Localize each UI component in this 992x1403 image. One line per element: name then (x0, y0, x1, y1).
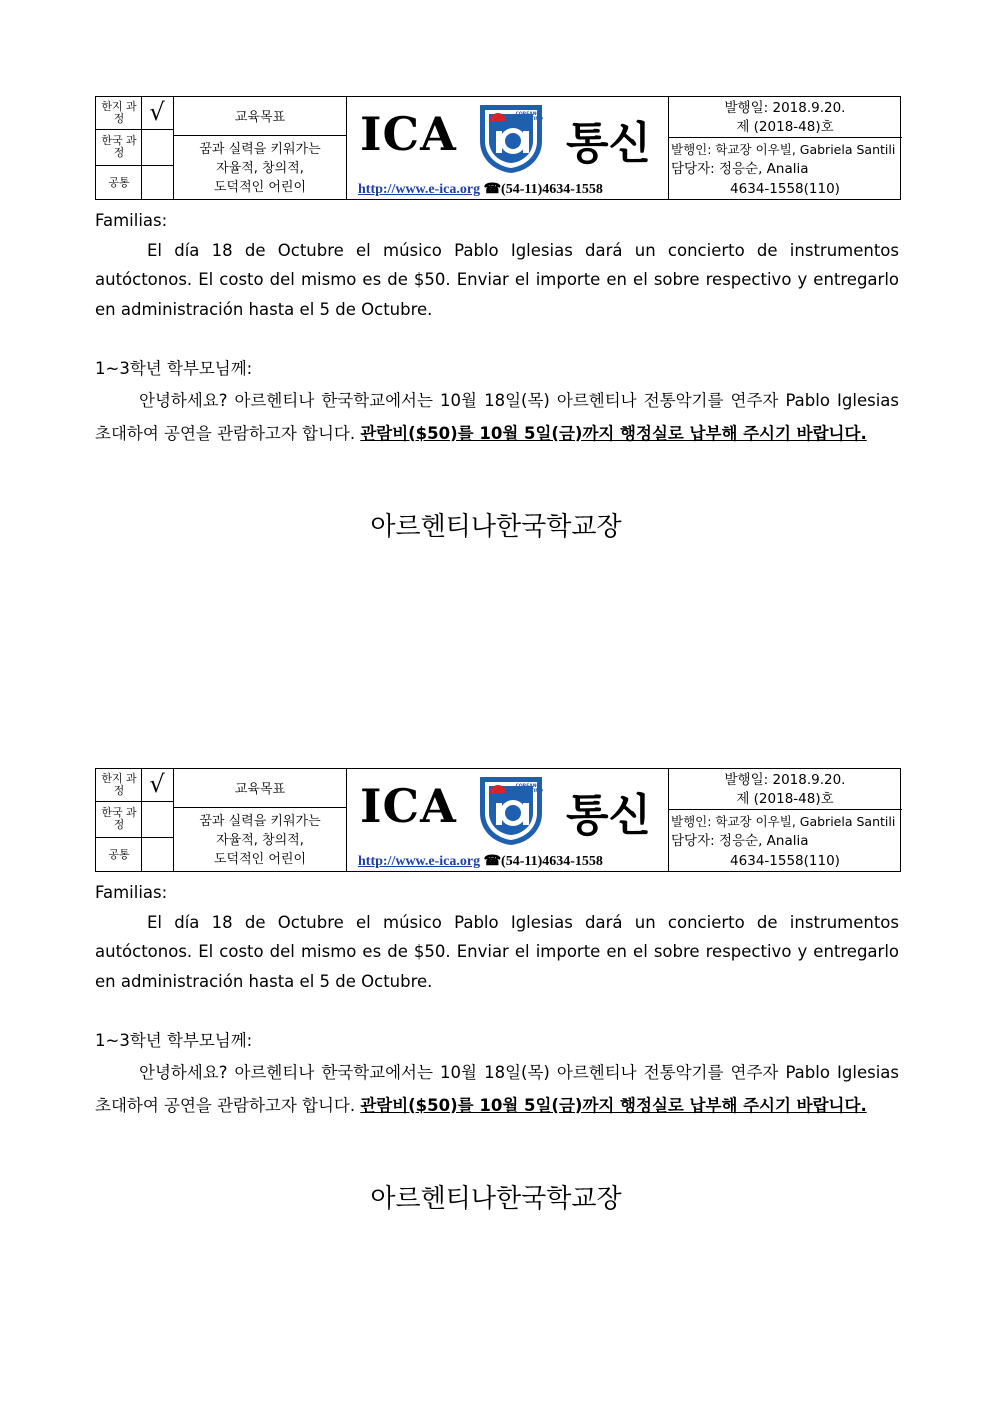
goal-line-2: 자율적, 창의적, (216, 833, 304, 848)
issue-number: 제 (2018-48)호 (736, 791, 834, 807)
logo-caption: INSTITUTO COREANO ARGENTINO (513, 107, 543, 122)
message-kr (95, 1056, 899, 1122)
notice-bottom (0, 768, 992, 1238)
check-mark: √ (149, 98, 165, 126)
check-mark: √ (149, 770, 165, 798)
contact-person: 담당자: 정응순, Analia (671, 833, 809, 849)
signature: 아르헨티나한국학교장 (370, 1184, 622, 1214)
greeting-es: Familias: (95, 883, 168, 902)
notice-top (0, 96, 992, 566)
website-link[interactable]: http://www.e-ica.org (358, 854, 481, 869)
header-table (95, 96, 901, 200)
contact-person: 담당자: 정응순, Analia (671, 161, 809, 177)
contact-line (358, 181, 668, 198)
notice-body-es (95, 878, 899, 996)
issue-number: 제 (2018-48)호 (736, 119, 834, 135)
course-common-label: 공통 (108, 176, 130, 189)
course-korean-label: 한국 과정 (101, 134, 137, 159)
message-es: El día 18 de Octubre el músico Pablo Iglesias dará un concierto de instrumentos autóctonos. El costo del mismo es de $50. Enviar el importe en el sobre respectivo y entregarlo en administración hasta el 5 de Octubre. (95, 912, 899, 991)
greeting-es: Familias: (95, 211, 168, 230)
message-es: El día 18 de Octubre el músico Pablo Iglesias dará un concierto de instrumentos autóctonos. El costo del mismo es de $50. Enviar el importe en el sobre respectivo y entregarlo en administración hasta el 5 de Octubre. (95, 240, 899, 319)
course-korean-label: 한국 과정 (101, 806, 137, 831)
publisher: 발행인: 학교장 이우빌, Gabriela Santili (671, 142, 896, 157)
contact-phone: 4634-1558(110) (730, 853, 840, 869)
greeting-kr: 1~3학년 학부모님께: (95, 1031, 253, 1050)
goal-line-3: 도덕적인 어린이 (213, 180, 307, 195)
course-common-label: 공통 (108, 848, 130, 861)
contact-line (358, 853, 668, 870)
contact-phone: 4634-1558(110) (730, 181, 840, 197)
goal-line-1: 꿈과 실력을 키워가는 (199, 814, 321, 829)
notice-body-kr (95, 1026, 899, 1122)
publisher: 발행인: 학교장 이우빌, Gabriela Santili (671, 814, 896, 829)
brand-ica: ICA (360, 107, 457, 161)
goal-title: 교육목표 (234, 110, 286, 125)
issue-date: 발행일: 2018.9.20. (724, 772, 846, 788)
notice-body-kr (95, 354, 899, 450)
message-kr-text: 안녕하세요? 아르헨티나 한국학교에서는 10월 18일(목) 아르헨티나 전통악기를 연주자 Pablo Iglesias 초대하여 공연을 관람하고자 합니다. (95, 1062, 899, 1115)
header-table (95, 768, 901, 872)
brand-tongsin: 통신 (566, 118, 652, 169)
signature: 아르헨티나한국학교장 (370, 512, 622, 542)
notice-body-es (95, 206, 899, 324)
goal-line-1: 꿈과 실력을 키워가는 (199, 142, 321, 157)
goal-line-2: 자율적, 창의적, (216, 161, 304, 176)
brand-ica: ICA (360, 779, 457, 833)
website-link[interactable]: http://www.e-ica.org (358, 182, 481, 197)
ica-logo (474, 101, 548, 175)
goal-line-3: 도덕적인 어린이 (213, 852, 307, 867)
message-kr-text: 안녕하세요? 아르헨티나 한국학교에서는 10월 18일(목) 아르헨티나 전통악기를 연주자 Pablo Iglesias 초대하여 공연을 관람하고자 합니다. (95, 390, 899, 443)
logo-caption: INSTITUTO COREANO ARGENTINO (513, 779, 543, 794)
phone-number: ☎(54-11)4634-1558 (483, 854, 603, 869)
issue-date: 발행일: 2018.9.20. (724, 100, 846, 116)
phone-number: ☎(54-11)4634-1558 (483, 182, 603, 197)
course-hanji-label: 한지 과정 (101, 100, 137, 125)
message-kr-emphasis: 관람비($50)를 10월 5일(금)까지 행정실로 납부해 주시기 바랍니다. (360, 1095, 867, 1115)
message-kr (95, 384, 899, 450)
greeting-kr: 1~3학년 학부모님께: (95, 359, 253, 378)
course-hanji-label: 한지 과정 (101, 772, 137, 797)
message-kr-emphasis: 관람비($50)를 10월 5일(금)까지 행정실로 납부해 주시기 바랍니다. (360, 423, 867, 443)
ica-logo (474, 773, 548, 847)
brand-tongsin: 통신 (566, 790, 652, 841)
goal-title: 교육목표 (234, 782, 286, 797)
